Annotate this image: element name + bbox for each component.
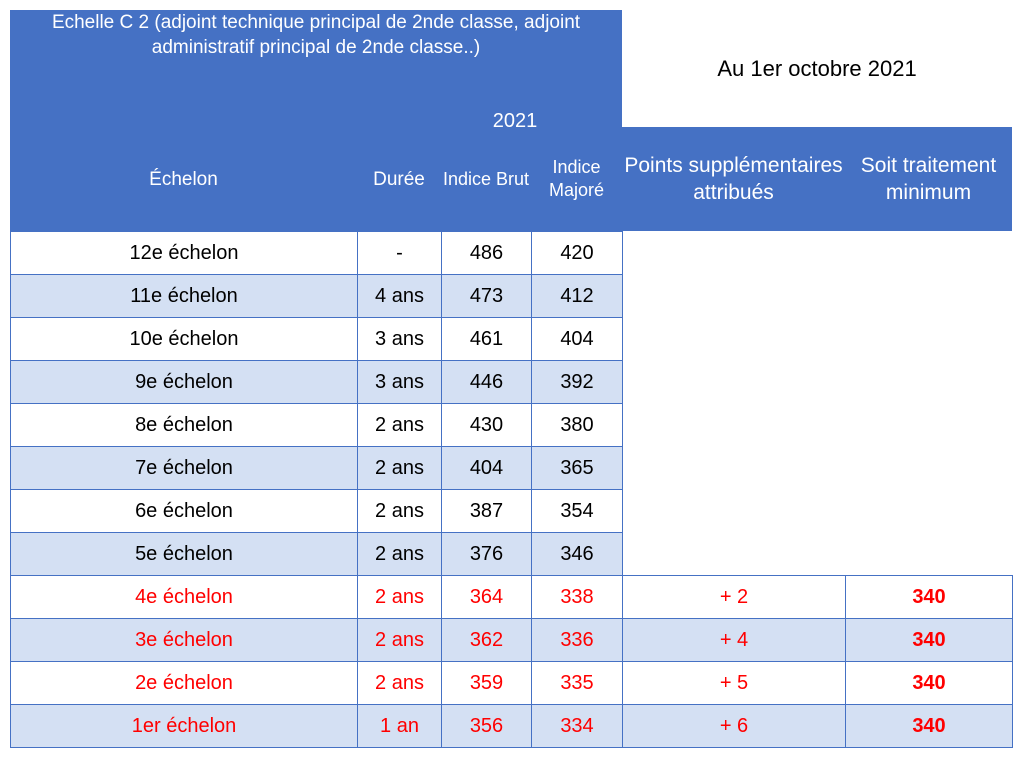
cell-echelon: 4e échelon: [11, 576, 358, 619]
cell-indice-majore: 336: [532, 619, 623, 662]
cell-duree: 1 an: [358, 705, 442, 748]
cell-points-supplementaires: [623, 490, 846, 533]
table-row: [11, 232, 1013, 275]
cell-indice-brut: 486: [442, 232, 532, 275]
table-row: [11, 662, 1013, 705]
cell-indice-brut: 359: [442, 662, 532, 705]
table-row: [11, 619, 1013, 662]
effective-date-note: Au 1er octobre 2021: [717, 56, 917, 81]
cell-points-supplementaires: + 4: [623, 619, 846, 662]
table-row: [11, 404, 1013, 447]
cell-echelon: 2e échelon: [11, 662, 358, 705]
cell-duree: 3 ans: [358, 318, 442, 361]
cell-duree: 2 ans: [358, 662, 442, 705]
cell-echelon: 3e échelon: [11, 619, 358, 662]
table-row: [11, 490, 1013, 533]
cell-indice-brut: 404: [442, 447, 532, 490]
cell-indice-brut: 461: [442, 318, 532, 361]
cell-points-supplementaires: [623, 447, 846, 490]
cell-echelon: 12e échelon: [11, 232, 358, 275]
cell-points-supplementaires: [623, 533, 846, 576]
cell-indice-majore: 338: [532, 576, 623, 619]
cell-indice-brut: 387: [442, 490, 532, 533]
cell-traitement-minimum: [846, 318, 1013, 361]
cell-traitement-minimum: [846, 361, 1013, 404]
cell-echelon: 11e échelon: [11, 275, 358, 318]
cell-indice-majore: 392: [532, 361, 623, 404]
scale-title: Echelle C 2 (adjoint technique principal de 2nde classe, adjoint administratif principal de 2nde classe..): [51, 12, 581, 58]
cell-points-supplementaires: [623, 275, 846, 318]
cell-echelon: 6e échelon: [11, 490, 358, 533]
cell-indice-majore: 404: [532, 318, 623, 361]
table-row: [11, 533, 1013, 576]
cell-points-supplementaires: [623, 232, 846, 275]
cell-traitement-minimum: [846, 490, 1013, 533]
cell-duree: 2 ans: [358, 404, 442, 447]
cell-traitement-minimum: [846, 447, 1013, 490]
cell-duree: 2 ans: [358, 533, 442, 576]
cell-indice-brut: 356: [442, 705, 532, 748]
cell-traitement-minimum: [846, 533, 1013, 576]
cell-duree: 4 ans: [358, 275, 442, 318]
cell-echelon: 5e échelon: [11, 533, 358, 576]
cell-duree: 3 ans: [358, 361, 442, 404]
cell-traitement-minimum: [846, 232, 1013, 275]
cell-echelon: 10e échelon: [11, 318, 358, 361]
cell-traitement-minimum: 340: [846, 705, 1013, 748]
cell-points-supplementaires: + 5: [623, 662, 846, 705]
year-label: 2021: [492, 110, 538, 132]
cell-indice-brut: 446: [442, 361, 532, 404]
cell-echelon: 1er échelon: [11, 705, 358, 748]
cell-indice-brut: 362: [442, 619, 532, 662]
cell-indice-majore: 335: [532, 662, 623, 705]
cell-traitement-minimum: 340: [846, 576, 1013, 619]
col-header-echelon: Échelon: [10, 127, 357, 231]
cell-indice-brut: 473: [442, 275, 532, 318]
column-header-table: [10, 127, 1012, 231]
cell-indice-brut: 430: [442, 404, 532, 447]
cell-indice-majore: 412: [532, 275, 623, 318]
cell-traitement-minimum: 340: [846, 619, 1013, 662]
col-header-traitement-minimum: Soit traitement minimum: [845, 127, 1012, 231]
col-header-points-supplementaires: Points supplémentaires attribués: [622, 127, 845, 231]
table-row: [11, 275, 1013, 318]
cell-echelon: 7e échelon: [11, 447, 358, 490]
col-header-indice-majore: Indice Majoré: [531, 127, 622, 231]
col-header-indice-brut: Indice Brut: [441, 127, 531, 231]
salary-scale-table-page: [0, 10, 1022, 770]
cell-indice-brut: 364: [442, 576, 532, 619]
cell-points-supplementaires: [623, 404, 846, 447]
cell-duree: 2 ans: [358, 447, 442, 490]
table-row: [11, 705, 1013, 748]
cell-duree: 2 ans: [358, 619, 442, 662]
cell-indice-majore: 334: [532, 705, 623, 748]
data-table: [10, 231, 1013, 748]
cell-indice-majore: 380: [532, 404, 623, 447]
table-row: [11, 447, 1013, 490]
table-row: [11, 361, 1013, 404]
cell-indice-majore: 354: [532, 490, 623, 533]
cell-indice-majore: 365: [532, 447, 623, 490]
table-row: [11, 318, 1013, 361]
cell-duree: -: [358, 232, 442, 275]
cell-traitement-minimum: [846, 275, 1013, 318]
cell-indice-majore: 346: [532, 533, 623, 576]
cell-traitement-minimum: [846, 404, 1013, 447]
cell-indice-majore: 420: [532, 232, 623, 275]
cell-indice-brut: 376: [442, 533, 532, 576]
cell-echelon: 8e échelon: [11, 404, 358, 447]
col-header-duree: Durée: [357, 127, 441, 231]
cell-duree: 2 ans: [358, 490, 442, 533]
table-row: [11, 576, 1013, 619]
cell-duree: 2 ans: [358, 576, 442, 619]
cell-traitement-minimum: 340: [846, 662, 1013, 705]
cell-points-supplementaires: + 2: [623, 576, 846, 619]
column-headers: [10, 127, 1012, 231]
cell-points-supplementaires: + 6: [623, 705, 846, 748]
cell-points-supplementaires: [623, 361, 846, 404]
cell-echelon: 9e échelon: [11, 361, 358, 404]
cell-points-supplementaires: [623, 318, 846, 361]
